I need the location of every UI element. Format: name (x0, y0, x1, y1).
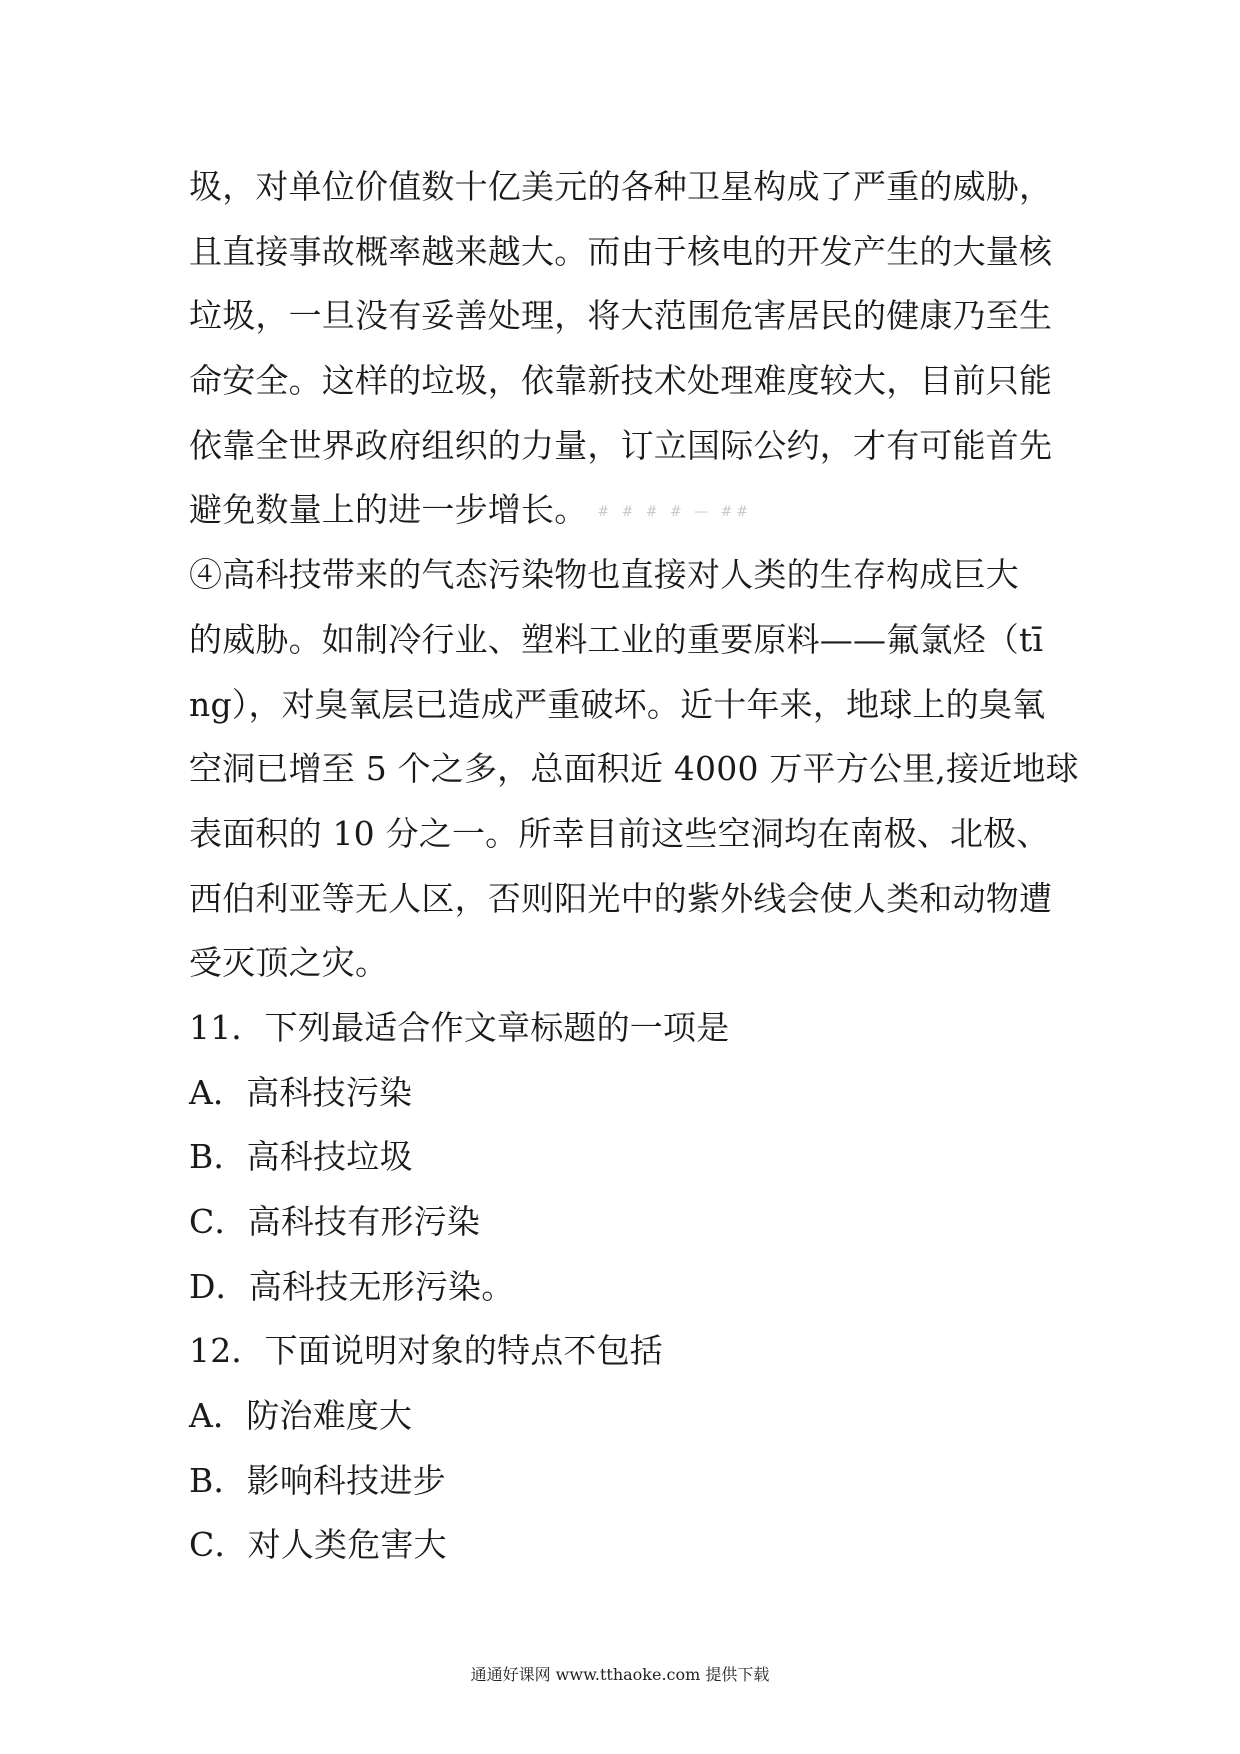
passage-line-with-mark (189, 478, 1059, 543)
passage-line: 且直接事故概率越来越大。而由于核电的开发产生的大量核 (189, 231, 1053, 271)
answer-option-a: A．防治难度大 (189, 1396, 413, 1436)
answer-option-a: A．高科技污染 (189, 1072, 413, 1112)
answer-option-d: D．高科技无形污染。 (189, 1266, 515, 1306)
faint-watermark-mark: # # # # — ## (597, 504, 753, 521)
question-11 (189, 996, 1059, 1319)
footer-credit: 通通好课网 www.tthaoke.com 提供下载 (470, 1665, 770, 1684)
question-12 (189, 1319, 1059, 1578)
passage-line: 垃圾，一旦没有妥善处理，将大范围危害居民的健康乃至生 (189, 296, 1053, 336)
document-body (189, 155, 1079, 1578)
answer-option-c: C．高科技有形污染 (189, 1202, 481, 1241)
answer-option-c: C．对人类危害大 (189, 1525, 447, 1565)
passage-line: 依靠全世界政府组织的力量，订立国际公约，才有可能首先 (189, 425, 1053, 465)
passage-line: 空洞已增至 5 个之多，总面积近 4000 万平方公里,接近地球 (189, 749, 1079, 789)
passage-line: 命安全。这样的垃圾，依靠新技术处理难度较大，目前只能 (189, 361, 1053, 401)
passage-line: ng），对臭氧层已造成严重破坏。近十年来，地球上的臭氧 (189, 684, 1046, 724)
passage-line: 受灭顶之灾。 (189, 943, 389, 983)
answer-option-b: B．高科技垃圾 (189, 1137, 413, 1177)
passage-line: 的威胁。如制冷行业、塑料工业的重要原料——氟氯烃（tī (189, 619, 1044, 659)
passage (189, 155, 1079, 996)
passage-line: 避免数量上的进一步增长。 (189, 490, 588, 530)
question-stem: 12．下面说明对象的特点不包括 (189, 1331, 663, 1371)
passage-line: 西伯利亚等无人区，否则阳光中的紫外线会使人类和动物遭 (189, 878, 1053, 918)
question-stem: 11．下列最适合作文章标题的一项是 (189, 1007, 730, 1047)
answer-option-b: B．影响科技进步 (189, 1460, 446, 1500)
passage-line: 表面积的 10 分之一。所幸目前这些空洞均在南极、北极、 (189, 813, 1050, 853)
passage-line: 圾，对单位价值数十亿美元的各种卫星构成了严重的威胁， (189, 167, 1053, 206)
passage-line: ④高科技带来的气态污染物也直接对人类的生存构成巨大 (189, 555, 1019, 595)
